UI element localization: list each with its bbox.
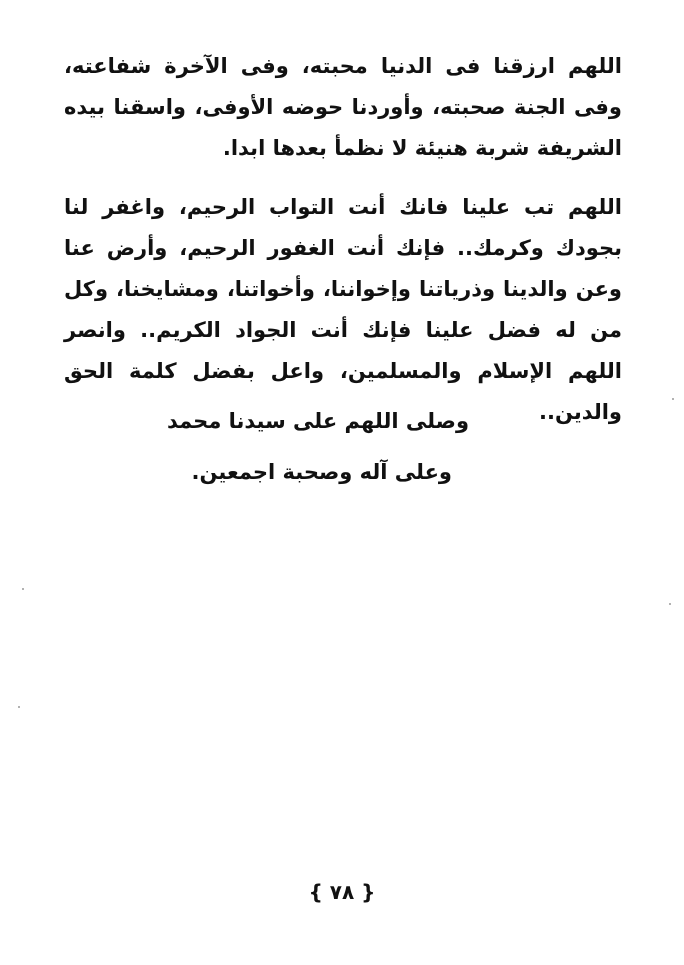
- scan-speck: [18, 706, 20, 708]
- paragraph-supplication-2: اللهم تب علينا فانك أنت التواب الرحيم، واغفر لنا بجودك وكرمك.. فإنك أنت الغفور الرحيم، وأرض عنا وعن والدينا وذرياتنا وإخواننا، وأخواتنا، ومشايخنا، وكل من له فضل علينا فإنك أنت الجواد الكريم.. وانصر اللهم الإسلام والمسلمين، واعل بفضل كلمة الحق والدين..: [64, 195, 622, 424]
- paragraph-supplication-1: اللهم ارزقنا فى الدنيا محبته، وفى الآخرة شفاعته، وفى الجنة صحبته، وأوردنا حوضه الأوفى، واسقنا بيده الشريفة شربة هنيئة لا نظمأ بعدها ابدا.: [64, 54, 622, 160]
- scan-speck: [22, 588, 24, 590]
- scan-speck: [672, 398, 674, 400]
- page-number: { ٧٨ }: [308, 880, 376, 904]
- scan-speck: [669, 603, 671, 605]
- closing-line-2: وعلى آله وصحبة اجمعين.: [191, 460, 452, 484]
- closing-line-1: وصلى اللهم على سيدنا محمد: [166, 409, 469, 433]
